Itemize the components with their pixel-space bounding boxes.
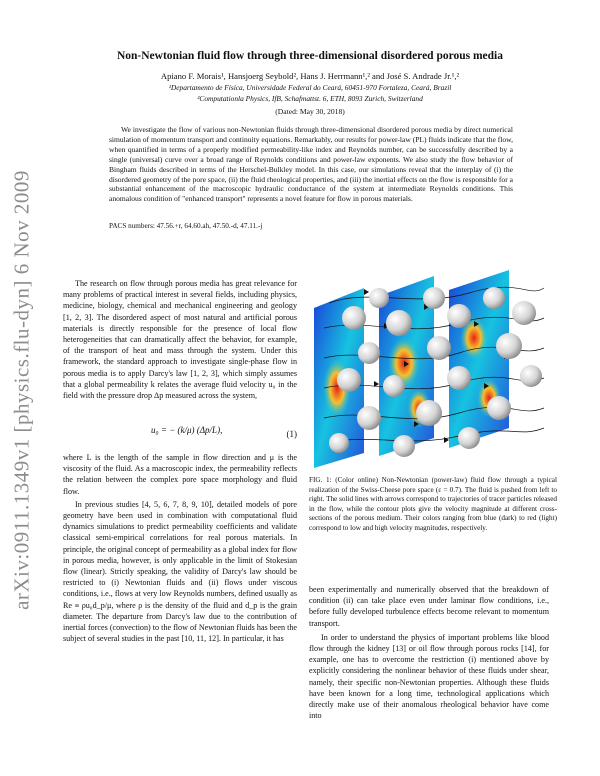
- author-list: Apiano F. Morais¹, Hansjoerg Seybold², Hans J. Herrmann¹,² and José S. Andrade Jr.¹,²: [160, 71, 460, 81]
- paragraph-previous-studies: In previous studies [4, 5, 6, 7, 8, 9, 10], detailed models of pore geometry have been used in combination with computational fluid dynamics simulations to predict permeability coefficients and validate classical semi-empirical correlations for real porous materials. In principle, the original concept of permeability as a global index for flow in porous media, however, is only applicable in the limit of Stokesian flow (linear). Strictly speaking, the validity of Darcy's law should be restricted to (i) Newtonian fluids and (ii) flows under viscous conditions, i.e., flows at very low Reynolds numbers, defined usually as Re ≡ ρu₀d_p/μ, where ρ is the density of the fluid and d_p is the grain diameter. The departure from Darcy's law due to the contribution of inertial forces (convection) to the flow of Newtonian fluids has been the subject of several studies in the past [10, 11, 12]. In particular, it has: [63, 499, 297, 644]
- abstract: We investigate the flow of various non-Newtonian fluids through three-dimensional disordered porous media by direct numerical simulation of momentum transport and continuity equations. Remarkably, our results for power-law (PL) fluids indicate that the flow, when quantified in terms of a properly modified permeability-like index and Reynolds number, can be successfully described by a single (universal) curve over a broad range of Reynolds conditions and power-law exponents. We also study the flow behavior of Bingham fluids described in terms of the Herschel-Bulkley model. In this case, our simulations reveal that the interplay of (i) the disordered geometry of the pore space, (ii) the fluid rheological properties, and (iii) the inertial effects on the flow is responsible for a substantial enhancement of the macroscopic hydraulic conductance of the system at intermediate Reynolds conditions. This anomalous condition of "enhanced transport" represents a novel feature for flow in porous materials.: [109, 125, 513, 204]
- arxiv-identifier: [4, 170, 40, 610]
- intro-paragraph: The research on flow through porous media has great relevance for many problems of practical interest in several fields, including physics, medicine, biology, chemical and mechanical engineering and geology [1, 2, 3]. The disordered aspect of most natural and artificial porous materials is directly responsible for the presence of local flow heterogeneities that can dramatically affect the behavior, for example, of the transport of heat and mass through the system. Under this framework, the standard approach to investigate single-phase flow in porous media is to apply Darcy's law [1, 2, 3], which simply assumes that a global permeability k relates the average fluid velocity u₀ in the field with the pressure drop Δp measured across the system,: [63, 279, 297, 401]
- left-column-top: [63, 278, 297, 401]
- left-column-bottom: [63, 452, 297, 644]
- affiliation-2: ²Computationla Physics, IfB, Schafmattst. 6, ETH, 8093 Zurich, Switzerland: [197, 94, 423, 103]
- figure-1-caption: FIG. 1: (Color online) Non-Newtonian (power-law) fluid flow through a typical realization of the Swiss-Cheese pore space (ε = 0.7). The fluid is pushed from left to right. The solid lines with arrows correspond to trajectories of tracer particles released in the flow, while the contour plots give the velocity magnitude at different cross-sections of the porous medium. Their colors ranging from blue (dark) to red (light) correspond to low and high velocity magnitudes, respectively.: [309, 476, 557, 532]
- date-line: (Dated: May 30, 2018): [275, 107, 345, 116]
- equation-body: u₀ = − (k/μ) (Δp/L),: [151, 425, 223, 435]
- arxiv-identifier-text: arXiv:0911.1349v1 [physics.flu-dyn] 6 Nov 2009: [9, 170, 34, 610]
- paragraph-non-newtonian: In order to understand the physics of important problems like blood flow through the kidney [13] or oil flow through porous rocks [14], for example, one has to overcome the restriction (i) mentioned above by explicitly considering the nonlinear behavior of these fluids under shear, namely, their specific non-Newtonian properties. Although these fluids have been known for a long time, technological applications which directly make use of their anomalous rheological behavior have come into: [309, 632, 549, 721]
- pacs-numbers: PACS numbers: 47.56.+r, 64.60.ah, 47.50.-d, 47.11.-j: [109, 222, 263, 230]
- paragraph-permeability: where L is the length of the sample in flow direction and μ is the viscosity of the fluid. As a macroscopic index, the permeability reflects the relation between the complex pore space morphology and fluid flow.: [63, 453, 297, 496]
- equation-darcy: [63, 423, 297, 447]
- figure-1-flow-visualization: [309, 268, 549, 468]
- right-column: [309, 584, 549, 721]
- paragraph-breakdown: been experimentally and numerically observed that the breakdown of condition (ii) can take place even under laminar flow conditions, i.e., before fully developed turbulence effects become relevant to momentum transport.: [309, 585, 549, 628]
- paper-title: Non-Newtonian fluid flow through three-dimensional disordered porous media: [116, 50, 504, 62]
- equation-number: (1): [286, 429, 297, 439]
- affiliation-1: ¹Departamento de Física, Universidade Federal do Ceará, 60451-970 Fortaleza, Ceará, Brazil: [168, 83, 452, 92]
